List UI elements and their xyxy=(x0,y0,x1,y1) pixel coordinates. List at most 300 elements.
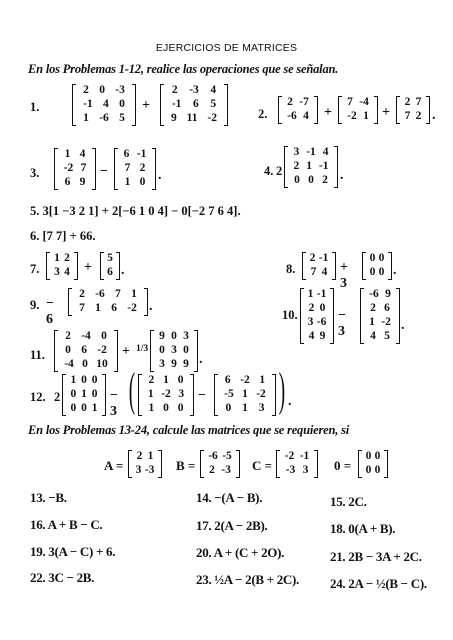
matrix-cell: 5 xyxy=(107,252,113,265)
matrix-12b xyxy=(138,374,194,416)
matrix-cell: 0 xyxy=(82,358,88,371)
matrix-cell: 3 xyxy=(178,388,185,401)
page-title: EJERCICIOS DE MATRICES xyxy=(155,42,298,54)
matrix-cell: 0 xyxy=(91,388,98,401)
matrix-cell: -1 xyxy=(318,160,329,173)
matrix-cell: 4 xyxy=(322,146,329,159)
bracket-left xyxy=(160,84,164,126)
matrix-cell: -4 xyxy=(64,358,74,371)
matrix-cell: 1 xyxy=(70,374,77,387)
period: . xyxy=(393,263,397,278)
matrix-cell: 0 xyxy=(91,374,98,387)
matrix-cell: 7 xyxy=(80,162,87,175)
problem-number: 3. xyxy=(30,166,40,180)
matrix-cell: -1 xyxy=(136,148,147,161)
matrix-cell: -3 xyxy=(189,84,199,97)
bracket-right xyxy=(116,252,120,280)
period: . xyxy=(401,318,405,333)
matrix-cell: 0 xyxy=(99,84,105,97)
matrix-cell: 1 xyxy=(306,160,312,173)
matrix-cell: 2 xyxy=(404,96,411,109)
matrix-7b xyxy=(100,252,120,280)
matrix-cell: -2 xyxy=(284,450,295,463)
matrix-cell: 7 xyxy=(404,110,411,123)
matrix-row xyxy=(144,402,188,416)
bracket-right xyxy=(426,96,430,124)
matrix-cell: -1 xyxy=(299,450,310,463)
matrix-row xyxy=(402,96,424,110)
matrix-row xyxy=(78,112,130,126)
matrix-row xyxy=(290,146,332,160)
matrix-cell: 1 xyxy=(95,302,101,315)
problem-number: 8. xyxy=(286,262,296,276)
matrix-cell: 0 xyxy=(119,98,125,111)
bracket-right xyxy=(272,374,276,416)
matrix-cell: 11 xyxy=(186,112,198,125)
matrix-cell: -6 xyxy=(208,450,218,463)
matrix-cell: 0 xyxy=(177,374,184,387)
matrix-a xyxy=(128,450,162,478)
matrix-row xyxy=(134,464,156,478)
bracket-left xyxy=(284,146,288,188)
matrix-cell: 6 xyxy=(111,302,117,315)
matrix-row xyxy=(106,252,114,266)
bracket-right xyxy=(190,374,194,416)
matrix-cell: 1 xyxy=(91,402,98,415)
operator: + xyxy=(122,344,130,359)
bracket-right xyxy=(236,450,240,478)
matrix-row xyxy=(284,110,312,124)
label-a: A = xyxy=(104,458,124,473)
instructions-1-12: En los Problemas 1-12, realice las operaciones que se señalan. xyxy=(28,62,339,76)
bracket-right xyxy=(314,96,318,124)
matrix-cell: 2 xyxy=(148,374,155,387)
bracket-left xyxy=(54,148,58,190)
problem-number: 1. xyxy=(30,100,40,114)
matrix-row xyxy=(106,266,114,280)
matrix-cell: -3 xyxy=(144,464,155,477)
matrix-cell: -1 xyxy=(318,252,329,265)
matrix-cell: -3 xyxy=(115,84,125,97)
matrix-cell: -2 xyxy=(161,388,171,401)
matrix-2c xyxy=(396,96,430,124)
matrix-cell: -4 xyxy=(359,96,369,109)
matrix-row xyxy=(206,450,234,464)
matrix-row xyxy=(306,316,328,330)
matrix-cell: 2 xyxy=(64,252,70,265)
matrix-cell: 3 xyxy=(307,316,314,329)
matrix-cell: -1 xyxy=(171,98,182,111)
matrix-cell: 9 xyxy=(385,288,391,301)
matrix-row xyxy=(120,148,150,162)
problem-number: 12. xyxy=(30,390,46,404)
bracket-left xyxy=(214,374,218,416)
matrix-cell: 1 xyxy=(259,374,266,387)
matrix-cell: -6 xyxy=(287,110,297,123)
bracket-right xyxy=(102,374,106,416)
matrix-cell: -2 xyxy=(97,344,107,357)
matrix-cell: 1 xyxy=(307,288,314,301)
bracket-left xyxy=(362,252,366,280)
matrix-cell: 1 xyxy=(242,402,248,415)
coefficient: − 6 xyxy=(46,296,54,327)
matrix-cell: 4 xyxy=(321,266,328,279)
operator: + 3 xyxy=(340,260,348,291)
operator: − xyxy=(198,388,206,403)
matrix-cell: -2 xyxy=(347,110,357,123)
matrix-cell: 0 xyxy=(319,302,326,315)
problem-number: 4. xyxy=(264,164,274,178)
matrix-cell: 3 xyxy=(302,464,309,477)
matrix-cell: 3 xyxy=(135,464,142,477)
matrix-cell: 2 xyxy=(415,110,422,123)
matrix-cell: 1 xyxy=(147,450,154,463)
matrix-cell: 1 xyxy=(64,148,71,161)
matrix-cell: 5 xyxy=(210,98,217,111)
matrix-row xyxy=(60,148,90,162)
matrix-row xyxy=(120,176,150,190)
matrix-cell: -1 xyxy=(316,288,327,301)
matrix-7a xyxy=(46,252,78,280)
matrix-cell: 0 xyxy=(70,388,77,401)
matrix-cell: 2 xyxy=(79,288,85,301)
problem-number: 11. xyxy=(30,348,45,362)
matrix-cell: -1 xyxy=(83,98,93,111)
operator: + xyxy=(84,260,92,275)
bracket-right xyxy=(194,330,198,372)
problem-16: 16. A + B − C. xyxy=(30,517,103,532)
matrix-row xyxy=(206,464,234,478)
matrix-cell: 6 xyxy=(107,266,113,279)
period: . xyxy=(121,263,125,278)
matrix-cell: -6 xyxy=(99,112,109,125)
problem-22: 22. 3C − 2B. xyxy=(30,570,95,585)
matrix-cell: 2 xyxy=(83,84,89,97)
matrix-2a xyxy=(278,96,318,124)
matrix-cell: 2 xyxy=(309,252,316,265)
matrix-cell: 0 xyxy=(183,344,189,357)
bracket-left xyxy=(150,330,154,372)
matrix-cell: -1 xyxy=(306,146,316,159)
bracket-left xyxy=(200,450,204,478)
matrix-cell: 0 xyxy=(70,402,77,415)
matrix-cell: 0 xyxy=(171,330,177,343)
matrix-cell: 1 xyxy=(131,288,137,301)
matrix-row xyxy=(78,98,130,112)
matrix-cell: 9 xyxy=(159,330,165,343)
matrix-cell: 2 xyxy=(293,160,300,173)
matrix-cell: 5 xyxy=(119,112,125,125)
matrix-cell: 1 xyxy=(163,374,169,387)
matrix-row xyxy=(368,266,386,280)
problem-5: 5. 3[1 −3 2 1] + 2[−6 1 0 4] − 0[−2 7 6 4]. xyxy=(30,204,241,218)
matrix-1b xyxy=(160,84,228,126)
problem-20: 20. A + (C + 2O). xyxy=(196,545,285,560)
matrix-zero xyxy=(358,450,388,478)
instructions-13-24: En los Problemas 13-24, calcule las matrices que se requieren, si xyxy=(28,423,350,437)
matrix-row xyxy=(60,344,112,358)
bracket-right xyxy=(314,450,318,478)
period: . xyxy=(340,168,344,183)
matrix-cell: -5 xyxy=(222,450,232,463)
matrix-cell: -2 xyxy=(127,302,137,315)
problem-number: 2. xyxy=(258,107,268,121)
matrix-cell: 9 xyxy=(170,112,177,125)
matrix-cell: 9 xyxy=(183,358,189,371)
matrix-cell: 4 xyxy=(64,266,70,279)
problem-24: 24. 2A − ½(B − C). xyxy=(330,576,427,591)
matrix-cell: 0 xyxy=(369,252,376,265)
matrix-cell: 0 xyxy=(101,330,107,343)
operator: − 3 xyxy=(338,308,346,339)
matrix-row xyxy=(290,160,332,174)
period: . xyxy=(199,352,203,367)
matrix-cell: -2 xyxy=(240,374,250,387)
matrix-cell: 2 xyxy=(209,464,215,477)
matrix-row xyxy=(60,176,90,190)
matrix-cell: 1 xyxy=(148,402,155,415)
bracket-right xyxy=(330,288,334,344)
matrix-3b xyxy=(114,148,156,190)
matrix-cell: -2 xyxy=(381,316,391,329)
operator: + xyxy=(324,105,332,120)
matrix-cell: 0 xyxy=(369,266,376,279)
matrix-cell: 1 xyxy=(369,316,375,329)
matrix-cell: 4 xyxy=(103,98,109,111)
matrix-10a xyxy=(300,288,334,344)
label-zero: 0 = xyxy=(334,458,352,473)
matrix-cell: -3 xyxy=(221,464,231,477)
matrix-cell: 0 xyxy=(374,464,381,477)
matrix-row xyxy=(220,374,270,388)
matrix-row xyxy=(344,110,372,124)
matrix-row xyxy=(220,388,270,402)
matrix-row xyxy=(68,388,100,402)
matrix-cell: 7 xyxy=(310,266,317,279)
problem-21: 21. 2B − 3A + 2C. xyxy=(330,549,422,564)
bracket-right xyxy=(114,330,118,372)
matrix-cell: 0 xyxy=(294,174,300,187)
matrix-row xyxy=(366,316,394,330)
matrix-cell: 4 xyxy=(79,148,86,161)
matrix-row xyxy=(308,266,330,280)
operator: − 3 xyxy=(110,388,118,419)
matrix-cell: 2 xyxy=(136,450,143,463)
matrix-8b xyxy=(362,252,392,280)
matrix-row xyxy=(144,388,188,402)
matrix-cell: 6 xyxy=(384,302,390,315)
bracket-left xyxy=(396,96,400,124)
label-b: B = xyxy=(176,458,196,473)
matrix-11b xyxy=(150,330,198,372)
matrix-12a xyxy=(62,374,106,416)
bracket-left xyxy=(128,450,132,478)
matrix-cell: 4 xyxy=(303,110,309,123)
matrix-row xyxy=(308,252,330,266)
matrix-cell: 1 xyxy=(54,252,60,265)
matrix-2b xyxy=(338,96,378,124)
matrix-cell: 7 xyxy=(115,288,121,301)
matrix-cell: 0 xyxy=(159,344,165,357)
problem-13: 13. −B. xyxy=(30,490,67,505)
matrix-10b xyxy=(360,288,400,344)
operator: + xyxy=(142,98,150,113)
matrix-cell: 10 xyxy=(96,358,108,371)
matrix-cell: 4 xyxy=(210,84,217,97)
problem-23: 23. ½A − 2(B + 2C). xyxy=(196,572,300,587)
matrix-row xyxy=(282,464,312,478)
matrix-1a xyxy=(72,84,136,126)
matrix-cell: 0 xyxy=(225,402,232,415)
matrix-row xyxy=(120,162,150,176)
matrix-11a xyxy=(54,330,118,372)
bracket-right xyxy=(332,252,336,280)
matrix-row xyxy=(220,402,270,416)
open-paren: ( xyxy=(128,363,136,416)
matrix-cell: 6 xyxy=(193,98,199,111)
matrix-cell: 7 xyxy=(79,302,85,315)
matrix-cell: 1 xyxy=(81,388,87,401)
matrix-cell: -2 xyxy=(63,162,74,175)
matrix-cell: 2 xyxy=(287,96,293,109)
matrix-row xyxy=(52,266,72,280)
bracket-right xyxy=(158,450,162,478)
matrix-4 xyxy=(284,146,338,188)
problem-17: 17. 2(A − 2B). xyxy=(196,518,268,533)
period: . xyxy=(432,108,436,123)
problem-number: 10. xyxy=(282,308,298,322)
bracket-left xyxy=(72,84,76,126)
bracket-left xyxy=(278,96,282,124)
matrix-cell: -5 xyxy=(224,388,234,401)
matrix-9 xyxy=(68,288,148,316)
matrix-cell: 6 xyxy=(64,176,71,189)
bracket-right xyxy=(334,146,338,188)
problem-15: 15. 2C. xyxy=(330,494,367,509)
matrix-row xyxy=(166,84,222,98)
bracket-right xyxy=(132,84,136,126)
bracket-right xyxy=(92,148,96,190)
matrix-row xyxy=(368,252,386,266)
matrix-row xyxy=(290,174,332,188)
matrix-row xyxy=(68,402,100,416)
bracket-left xyxy=(302,252,306,280)
operator: + xyxy=(382,105,390,120)
bracket-left xyxy=(68,288,72,316)
problem-14: 14. −(A − B). xyxy=(196,490,263,505)
matrix-cell: 3 xyxy=(159,358,165,371)
bracket-left xyxy=(338,96,342,124)
bracket-left xyxy=(358,450,362,478)
matrix-row xyxy=(74,288,142,302)
matrix-cell: 9 xyxy=(79,176,86,189)
matrix-cell: 0 xyxy=(81,374,87,387)
matrix-row xyxy=(134,450,156,464)
matrix-cell: 6 xyxy=(81,344,87,357)
bracket-right xyxy=(152,148,156,190)
matrix-cell: 2 xyxy=(139,162,146,175)
problem-18: 18. 0(A + B). xyxy=(330,521,396,536)
problem-number: 7. xyxy=(30,262,40,276)
problem-19: 19. 3(A − C) + 6. xyxy=(30,544,116,559)
matrix-row xyxy=(306,302,328,316)
matrix-row xyxy=(52,252,72,266)
matrix-cell: 1 xyxy=(124,176,131,189)
bracket-left xyxy=(46,252,50,280)
bracket-right xyxy=(388,252,392,280)
bracket-left xyxy=(100,252,104,280)
bracket-left xyxy=(138,374,142,416)
matrix-cell: 6 xyxy=(224,374,231,387)
matrix-row xyxy=(366,302,394,316)
matrix-cell: 0 xyxy=(65,344,71,357)
matrix-row xyxy=(74,302,142,316)
matrix-cell: -4 xyxy=(81,330,91,343)
bracket-right xyxy=(74,252,78,280)
matrix-cell: 2 xyxy=(308,302,315,315)
matrix-row xyxy=(144,374,188,388)
matrix-row xyxy=(60,358,112,372)
matrix-cell: 3 xyxy=(183,330,189,343)
matrix-cell: 0 xyxy=(177,402,184,415)
matrix-cell: 0 xyxy=(378,266,385,279)
matrix-row xyxy=(60,330,112,344)
bracket-left xyxy=(276,450,280,478)
bracket-right xyxy=(374,96,378,124)
matrix-cell: 7 xyxy=(124,162,131,175)
problem-number: 9. xyxy=(30,298,40,312)
matrix-c xyxy=(276,450,318,478)
matrix-cell: 2 xyxy=(65,330,71,343)
matrix-row xyxy=(366,330,394,344)
matrix-cell: -7 xyxy=(299,96,309,109)
matrix-row xyxy=(60,162,90,176)
operator: − xyxy=(100,164,108,179)
matrix-cell: 0 xyxy=(378,252,385,265)
matrix-row xyxy=(156,358,192,372)
matrix-cell: 7 xyxy=(347,96,353,109)
bracket-right xyxy=(396,288,400,344)
problem-6: 6. [7 7] + 66. xyxy=(30,229,96,243)
matrix-cell: -6 xyxy=(316,316,327,329)
matrix-cell: 0 xyxy=(308,174,314,187)
coefficient: 2 xyxy=(54,390,61,404)
matrix-row xyxy=(306,288,328,302)
matrix-cell: 0 xyxy=(365,464,372,477)
bracket-left xyxy=(62,374,66,416)
bracket-left xyxy=(54,330,58,372)
matrix-8a xyxy=(302,252,336,280)
matrix-12c xyxy=(214,374,276,416)
matrix-row xyxy=(68,374,100,388)
matrix-row xyxy=(166,98,222,112)
period: . xyxy=(288,394,292,409)
matrix-b xyxy=(200,450,240,478)
matrix-row xyxy=(284,96,312,110)
bracket-right xyxy=(144,288,148,316)
close-paren: ) xyxy=(278,363,286,416)
matrix-cell: 9 xyxy=(319,330,326,343)
matrix-cell: 3 xyxy=(54,266,60,279)
matrix-row xyxy=(166,112,222,126)
matrix-row xyxy=(364,450,382,464)
matrix-row xyxy=(402,110,424,124)
bracket-right xyxy=(384,450,388,478)
matrix-cell: 4 xyxy=(308,330,315,343)
bracket-left xyxy=(360,288,364,344)
bracket-left xyxy=(114,148,118,190)
matrix-cell: 2 xyxy=(322,174,328,187)
